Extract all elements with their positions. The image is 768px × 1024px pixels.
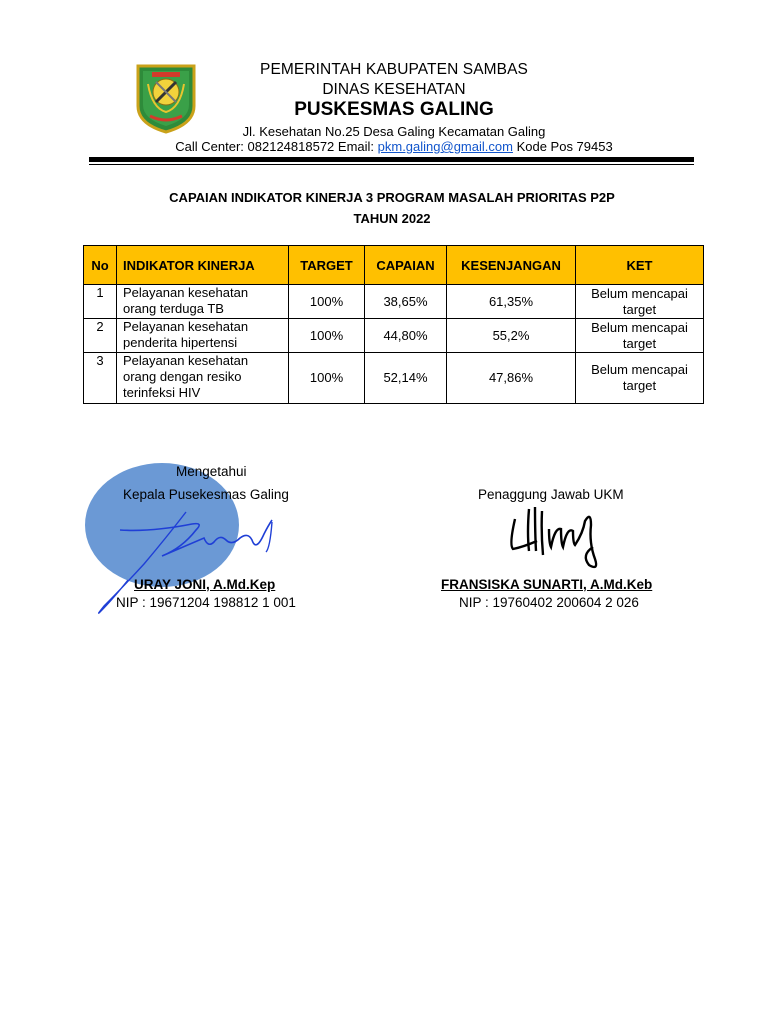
cell-ket-line: Belum mencapai: [591, 362, 688, 377]
right-signer-title: Penaggung Jawab UKM: [478, 487, 624, 502]
col-header-kesenjangan: KESENJANGAN: [447, 246, 576, 285]
cell-indikator: [117, 319, 289, 353]
col-header-target: TARGET: [289, 246, 365, 285]
cell-capaian: 44,80%: [365, 319, 447, 353]
document-title: CAPAIAN INDIKATOR KINERJA 3 PROGRAM MASALAH PRIORITAS P2P: [169, 190, 615, 205]
left-signer-name: URAY JONI, A.Md.Kep: [134, 577, 276, 592]
right-handwritten-signature: [505, 503, 605, 575]
cell-ket: [576, 285, 704, 319]
cell-no: 3: [84, 353, 117, 404]
col-header-capaian: CAPAIAN: [365, 246, 447, 285]
cell-target: 100%: [289, 285, 365, 319]
letterhead-institution: PUSKESMAS GALING: [294, 99, 494, 120]
cell-ket-line: target: [622, 335, 657, 351]
cell-target: 100%: [289, 353, 365, 404]
cell-no: 1: [84, 285, 117, 319]
table-row: [84, 353, 704, 404]
cell-no: 2: [84, 319, 117, 353]
cell-indikator: [117, 353, 289, 404]
cell-kesenjangan: 61,35%: [447, 285, 576, 319]
cell-capaian: 52,14%: [365, 353, 447, 404]
left-signer-title: Kepala Pusekesmas Galing: [123, 487, 289, 502]
performance-table: [83, 245, 704, 404]
letterhead-contact: [150, 139, 638, 154]
cell-indikator-line: Pelayanan kesehatan: [123, 285, 249, 300]
cell-ket-line: Belum mencapai: [591, 319, 688, 335]
cell-indikator-line: orang terduga TB: [123, 301, 224, 316]
contact-prefix: Call Center: 082124818572 Email:: [175, 139, 378, 154]
cell-ket-line: Belum mencapai: [591, 285, 688, 301]
col-header-indikator: INDIKATOR KINERJA: [117, 246, 289, 285]
cell-indikator-line: Pelayanan kesehatan: [123, 353, 249, 368]
table-row: [84, 319, 704, 353]
document-year: TAHUN 2022: [353, 211, 431, 226]
email-link[interactable]: pkm.galing@gmail.com: [377, 139, 513, 154]
cell-indikator-line: Pelayanan kesehatan: [123, 319, 249, 334]
letterhead-divider-thick: [89, 157, 694, 162]
right-signer-nip: NIP : 19760402 200604 2 026: [459, 595, 639, 610]
cell-kesenjangan: 55,2%: [447, 319, 576, 353]
cell-indikator: [117, 285, 289, 319]
letterhead-government: PEMERINTAH KABUPATEN SAMBAS: [260, 61, 528, 78]
right-signer-name: FRANSISKA SUNARTI, A.Md.Keb: [441, 577, 653, 592]
cell-ket: [576, 353, 704, 404]
acknowledged-label: Mengetahui: [176, 464, 247, 479]
contact-suffix: Kode Pos 79453: [512, 139, 613, 154]
cell-ket: [576, 319, 704, 353]
letterhead-divider-thin: [89, 164, 694, 165]
cell-ket-line: target: [622, 301, 657, 317]
cell-indikator-line: terinfeksi HIV: [123, 385, 201, 400]
cell-target: 100%: [289, 319, 365, 353]
cell-capaian: 38,65%: [365, 285, 447, 319]
table-row: [84, 285, 704, 319]
table-header-row: [84, 246, 704, 285]
cell-indikator-line: penderita hipertensi: [123, 335, 238, 350]
letterhead-address: Jl. Kesehatan No.25 Desa Galing Kecamatan Galing: [242, 124, 546, 139]
left-signer-nip: NIP : 19671204 198812 1 001: [116, 595, 296, 610]
cell-kesenjangan: 47,86%: [447, 353, 576, 404]
cell-indikator-line: orang dengan resiko: [123, 369, 242, 384]
letterhead-department: DINAS KESEHATAN: [322, 81, 466, 98]
cell-ket-line: target: [622, 378, 657, 393]
col-header-ket: KET: [576, 246, 704, 285]
col-header-no: No: [84, 246, 117, 285]
